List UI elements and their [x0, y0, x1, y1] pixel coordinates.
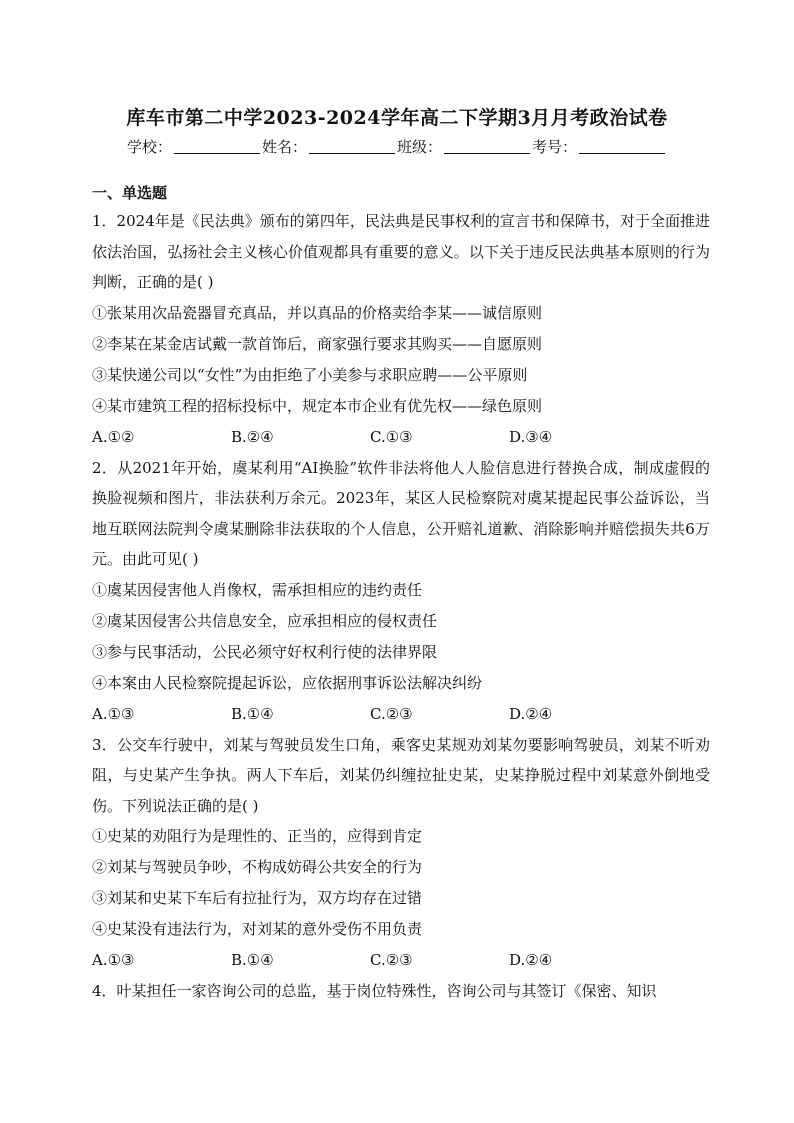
- statement-1: ①虞某因侵害他人肖像权，需承担相应的违约责任: [92, 580, 423, 599]
- choice-c[interactable]: C.①③: [370, 427, 413, 446]
- name-label: 姓名：: [261, 138, 307, 156]
- statement-4: ④史某没有违法行为，对刘某的意外受伤不用负责: [92, 920, 423, 938]
- choice-b[interactable]: B.②④: [231, 427, 274, 446]
- choice-a[interactable]: A.①②: [92, 427, 135, 446]
- name-field: [262, 136, 397, 157]
- choice-b[interactable]: B.①④: [231, 951, 274, 969]
- question-stem: 1．2024年是《民法典》颁布的第四年，民法典是民事权利的宣言书和保障书，对于全面推进依法治国，弘扬社会主义核心价值观都具有重要的意义。以下关于违反民法典基本原则的行为判断，正确的是( ): [92, 212, 710, 291]
- statement-2: ②刘某与驾驶员争吵，不构成妨碍公共安全的行为: [92, 858, 423, 876]
- question-stem: 2．从2021年开始，虞某利用“AI换脸”软件非法将他人人脸信息进行替换合成，制成虚假的换脸视频和图片，非法获利万余元。2023年，某区人民检察院对虞某提起民事公益诉讼，当地互联网法院判令虞某删除非法获取的个人信息，公开赔礼道歉、消除影响并赔偿损失共6万元。由此可见( ): [92, 458, 710, 568]
- choice-c[interactable]: C.②③: [370, 704, 413, 723]
- question-list: [92, 182, 710, 1007]
- choice-d[interactable]: D.②④: [509, 951, 553, 969]
- choice-c[interactable]: C.②③: [370, 951, 413, 969]
- statement-4: ④本案由人民检察院提起诉讼，应依据刑事诉讼法解决纠纷: [92, 673, 483, 692]
- answer-choices: [92, 699, 710, 730]
- class-label: 班级：: [397, 138, 443, 156]
- answer-choices: [92, 422, 710, 453]
- question-stem: 3．公交车行驶中，刘某与驾驶员发生口角，乘客史某规劝刘某勿要影响驾驶员，刘某不听劝阻，与史某产生争执。两人下车后，刘某仍纠缠拉扯史某，史某挣脱过程中刘某意外倒地受伤。下列说法正确的是( ): [92, 735, 710, 815]
- name-blank[interactable]: [309, 139, 395, 154]
- statement-3: ③参与民事活动，公民必须守好权利行使的法律界限: [92, 642, 438, 661]
- choice-a[interactable]: A.①③: [92, 704, 135, 723]
- choice-d[interactable]: D.③④: [509, 427, 553, 446]
- choice-d[interactable]: D.②④: [509, 704, 553, 723]
- statement-4: ④某市建筑工程的招标投标中，规定本市企业有优先权——绿色原则: [92, 396, 543, 415]
- statement-3: ③某快递公司以“女性”为由拒绝了小美参与求职应聘——公平原则: [92, 365, 528, 384]
- class-field: [397, 136, 532, 157]
- statement-1: ①史某的劝阻行为是理性的、正当的，应得到肯定: [92, 827, 423, 845]
- question-1: [92, 206, 710, 453]
- exam-number-field: [532, 136, 667, 157]
- class-blank[interactable]: [444, 139, 530, 154]
- school-label: 学校：: [126, 138, 172, 156]
- question-3: [92, 730, 710, 977]
- exam-title: 库车市第二中学2023-2024学年高二下学期3月月考政治试卷: [126, 107, 668, 129]
- question-2: [92, 453, 710, 730]
- school-blank[interactable]: [174, 139, 260, 154]
- student-info-row: [0, 136, 794, 157]
- answer-choices: [92, 945, 710, 976]
- statement-3: ③刘某和史某下车后有拉扯行为，双方均存在过错: [92, 889, 423, 907]
- question-4: [92, 976, 710, 1007]
- exam-number-blank[interactable]: [579, 139, 665, 154]
- question-stem: 4．叶某担任一家咨询公司的总监，基于岗位特殊性，咨询公司与其签订《保密、知识: [92, 982, 657, 1000]
- school-field: [127, 136, 262, 157]
- exam-number-label: 考号：: [532, 138, 578, 156]
- section-title: 一、单选题: [92, 184, 168, 202]
- choice-b[interactable]: B.①④: [231, 704, 274, 723]
- choice-a[interactable]: A.①③: [92, 951, 135, 969]
- statement-2: ②虞某因侵害公共信息安全，应承担相应的侵权责任: [92, 611, 438, 630]
- statement-2: ②李某在某金店试戴一款首饰后，商家强行要求其购买——自愿原则: [92, 334, 543, 353]
- statement-1: ①张某用次品瓷器冒充真品，并以真品的价格卖给李某——诚信原则: [92, 303, 543, 322]
